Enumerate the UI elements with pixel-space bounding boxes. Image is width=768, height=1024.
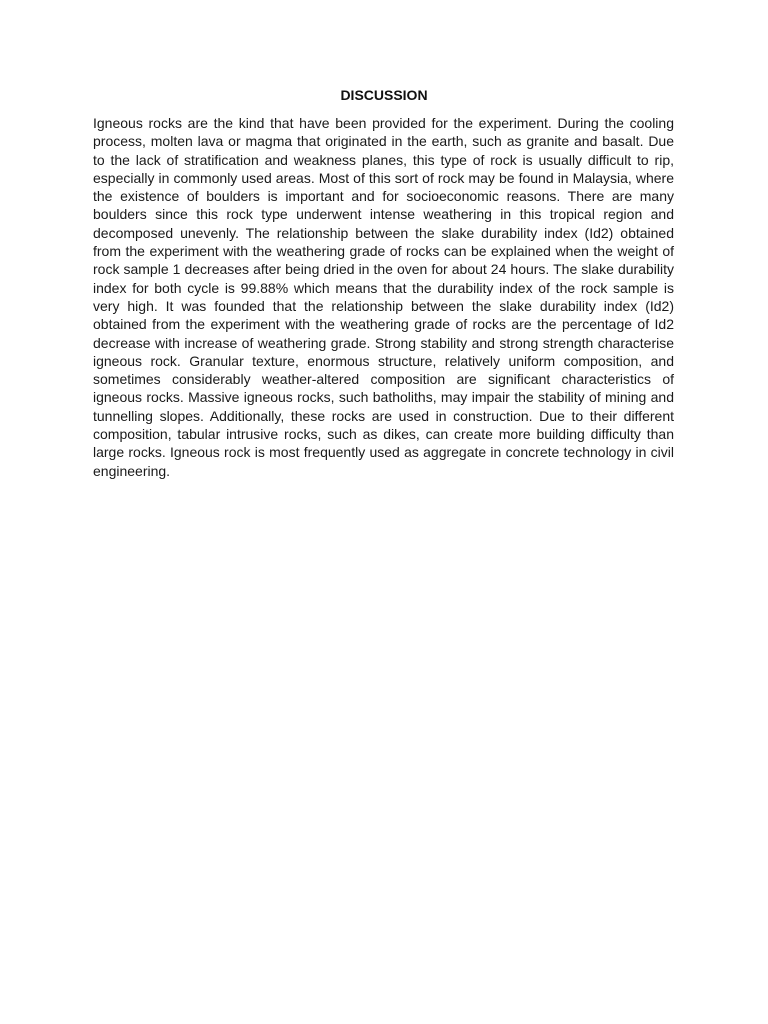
discussion-paragraph: Igneous rocks are the kind that have been provided for the experiment. During the cooling process, molten lava or magma that originated in the earth, such as granite and basalt. Due to the lack of stratification and weakness planes, this type of rock is usually difficult to rip, especially in commonly used areas. Most of this sort of rock may be found in Malaysia, where the existence of boulders is important and for socioeconomic reasons. There are many boulders since this rock type underwent intense weathering in this tropical region and decomposed unevenly. The relationship between the slake durability index (Id2) obtained from the experiment with the weathering grade of rocks can be explained when the weight of rock sample 1 decreases after being dried in the oven for about 24 hours. The slake durability index for both cycle is 99.88% which means that the durability index of the rock sample is very high. It was founded that the relationship between the slake durability index (Id2) obtained from the experiment with the weathering grade of rocks are the percentage of Id2 decrease with increase of weathering grade. Strong stability and strong strength characterise igneous rock. Granular texture, enormous structure, relatively uniform composition, and sometimes considerably weather-altered composition are significant characteristics of igneous rocks. Massive igneous rocks, such batholiths, may impair the stability of mining and tunnelling slopes. Additionally, these rocks are used in construction. Due to their different composition, tabular intrusive rocks, such as dikes, can create more building difficulty than large rocks. Igneous rock is most frequently used as aggregate in concrete technology in civil engineering. xyxy=(93,115,674,479)
section-heading: DISCUSSION xyxy=(340,87,428,103)
